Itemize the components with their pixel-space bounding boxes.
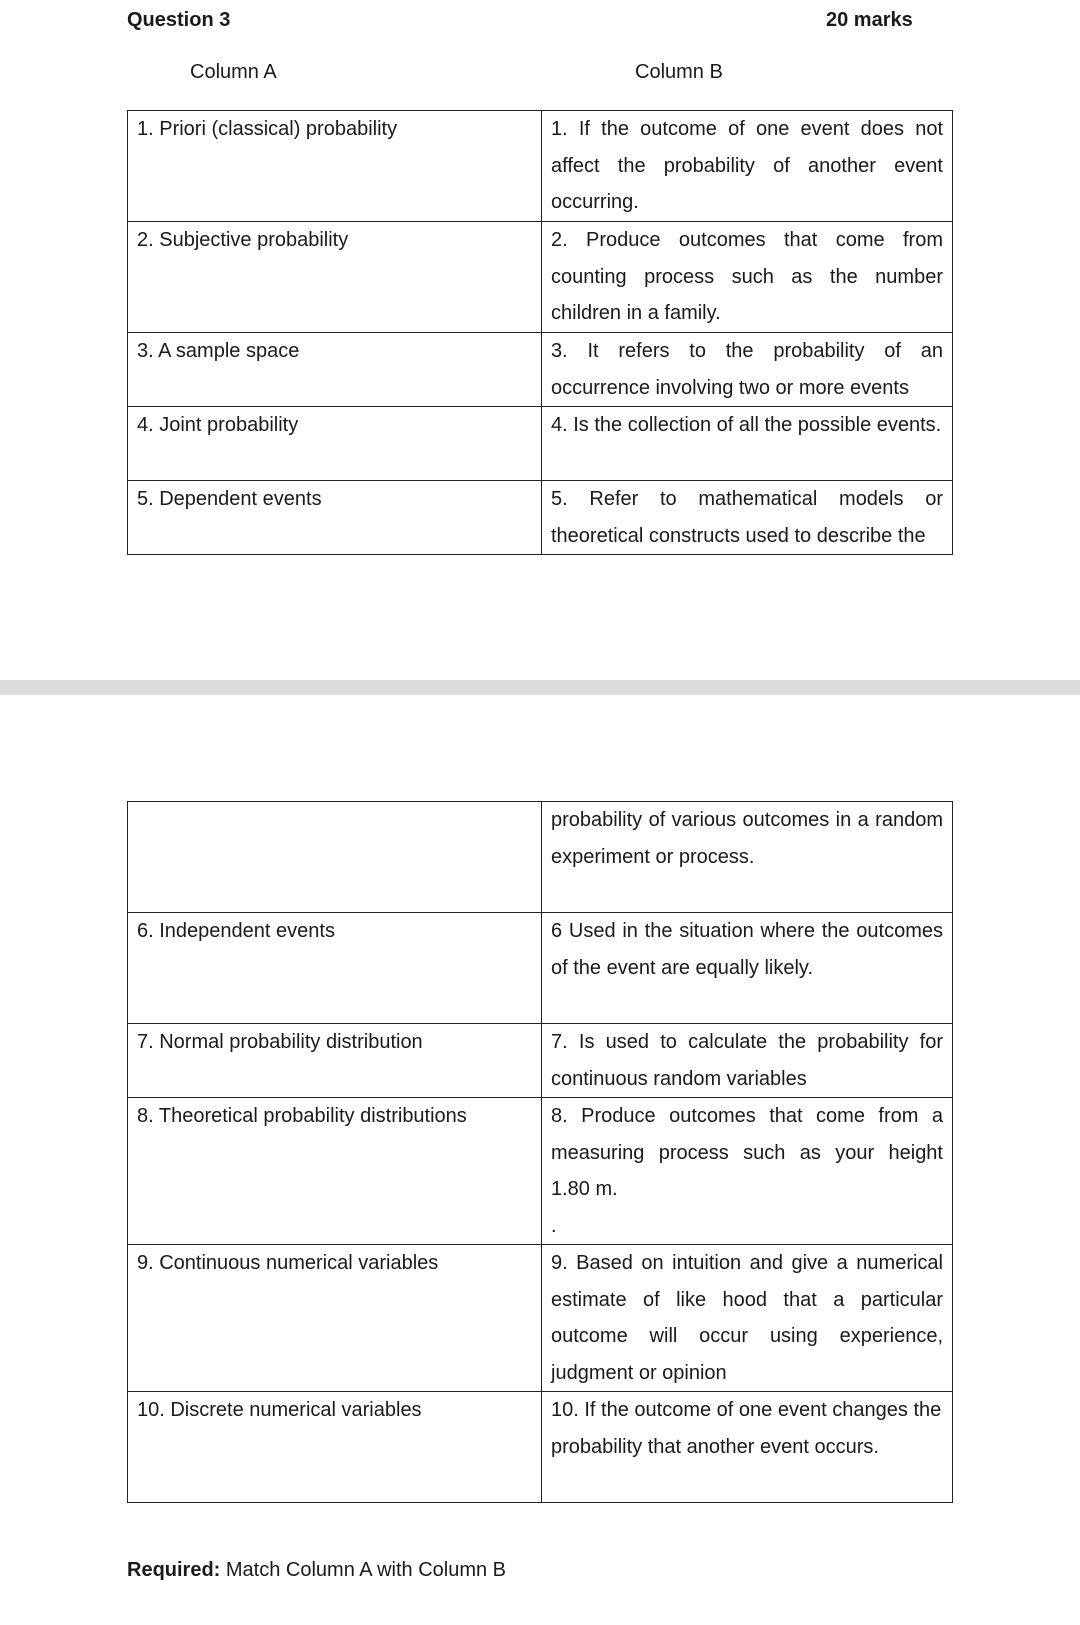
question-marks: 20 marks: [826, 9, 913, 31]
column-b-cell: [542, 1098, 953, 1245]
column-a-cell: 8. Theoretical probability distributions: [128, 1098, 542, 1245]
column-b-cell: 9. Based on intuition and give a numerical estimate of like hood that a particular outcome will occur using experience, judgment or opinion: [542, 1245, 953, 1392]
column-b-cell: [542, 1392, 953, 1503]
table-row: [128, 913, 953, 1024]
matching-table-part-1: [127, 110, 953, 555]
question-title: Question 3: [127, 9, 231, 31]
page-separator: [0, 680, 1080, 695]
column-a-cell: 3. A sample space: [128, 333, 542, 407]
column-b-cell: 5. Refer to mathematical models or theoretical constructs used to describe the: [542, 481, 953, 555]
column-b-text-line-2: probability that another event occurs.: [551, 1435, 879, 1458]
column-a-cell: 10. Discrete numerical variables: [128, 1392, 542, 1503]
matching-table-part-2: [127, 801, 953, 1503]
table-row: [128, 111, 953, 222]
column-a-cell: 5. Dependent events: [128, 481, 542, 555]
column-a-cell: 6. Independent events: [128, 913, 542, 1024]
page-1: [0, 0, 1080, 680]
table-row: [128, 1392, 953, 1503]
column-a-cell: 4. Joint probability: [128, 407, 542, 481]
column-b-cell: 2. Produce outcomes that come from counting process such as the number children in a family.: [542, 222, 953, 333]
required-instruction: [127, 1559, 506, 1582]
table-row: [128, 1098, 953, 1245]
column-a-cell: 7. Normal probability distribution: [128, 1024, 542, 1098]
column-a-cell: 2. Subjective probability: [128, 222, 542, 333]
column-b-cell: 4. Is the collection of all the possible events.: [542, 407, 953, 481]
stray-dot: .: [551, 1214, 557, 1237]
column-b-cell: 6 Used in the situation where the outcomes of the event are equally likely.: [542, 913, 953, 1024]
required-text: Match Column A with Column B: [220, 1559, 507, 1581]
column-b-text: 8. Produce outcomes that come from a measuring process such as your height 1.80 m.: [551, 1105, 943, 1200]
column-a-cell: [128, 802, 542, 913]
page-2: [0, 695, 1080, 1625]
table-row: [128, 407, 953, 481]
table-row: [128, 222, 953, 333]
table-row: [128, 481, 953, 555]
column-b-cell: 1. If the outcome of one event does not affect the probability of another event occurring.: [542, 111, 953, 222]
column-b-cell: 7. Is used to calculate the probability for continuous random variables: [542, 1024, 953, 1098]
table-row: [128, 1245, 953, 1392]
column-a-heading: Column A: [190, 61, 277, 83]
table-row: [128, 1024, 953, 1098]
column-b-heading: Column B: [635, 61, 723, 83]
column-b-cell: probability of various outcomes in a random experiment or process.: [542, 802, 953, 913]
column-b-cell: 3. It refers to the probability of an occurrence involving two or more events: [542, 333, 953, 407]
column-a-cell: 9. Continuous numerical variables: [128, 1245, 542, 1392]
required-label: Required:: [127, 1559, 221, 1581]
table-row: [128, 333, 953, 407]
table-row: [128, 802, 953, 913]
column-b-text-line-1: 10. If the outcome of one event changes the: [551, 1399, 942, 1421]
column-a-cell: 1. Priori (classical) probability: [128, 111, 542, 222]
